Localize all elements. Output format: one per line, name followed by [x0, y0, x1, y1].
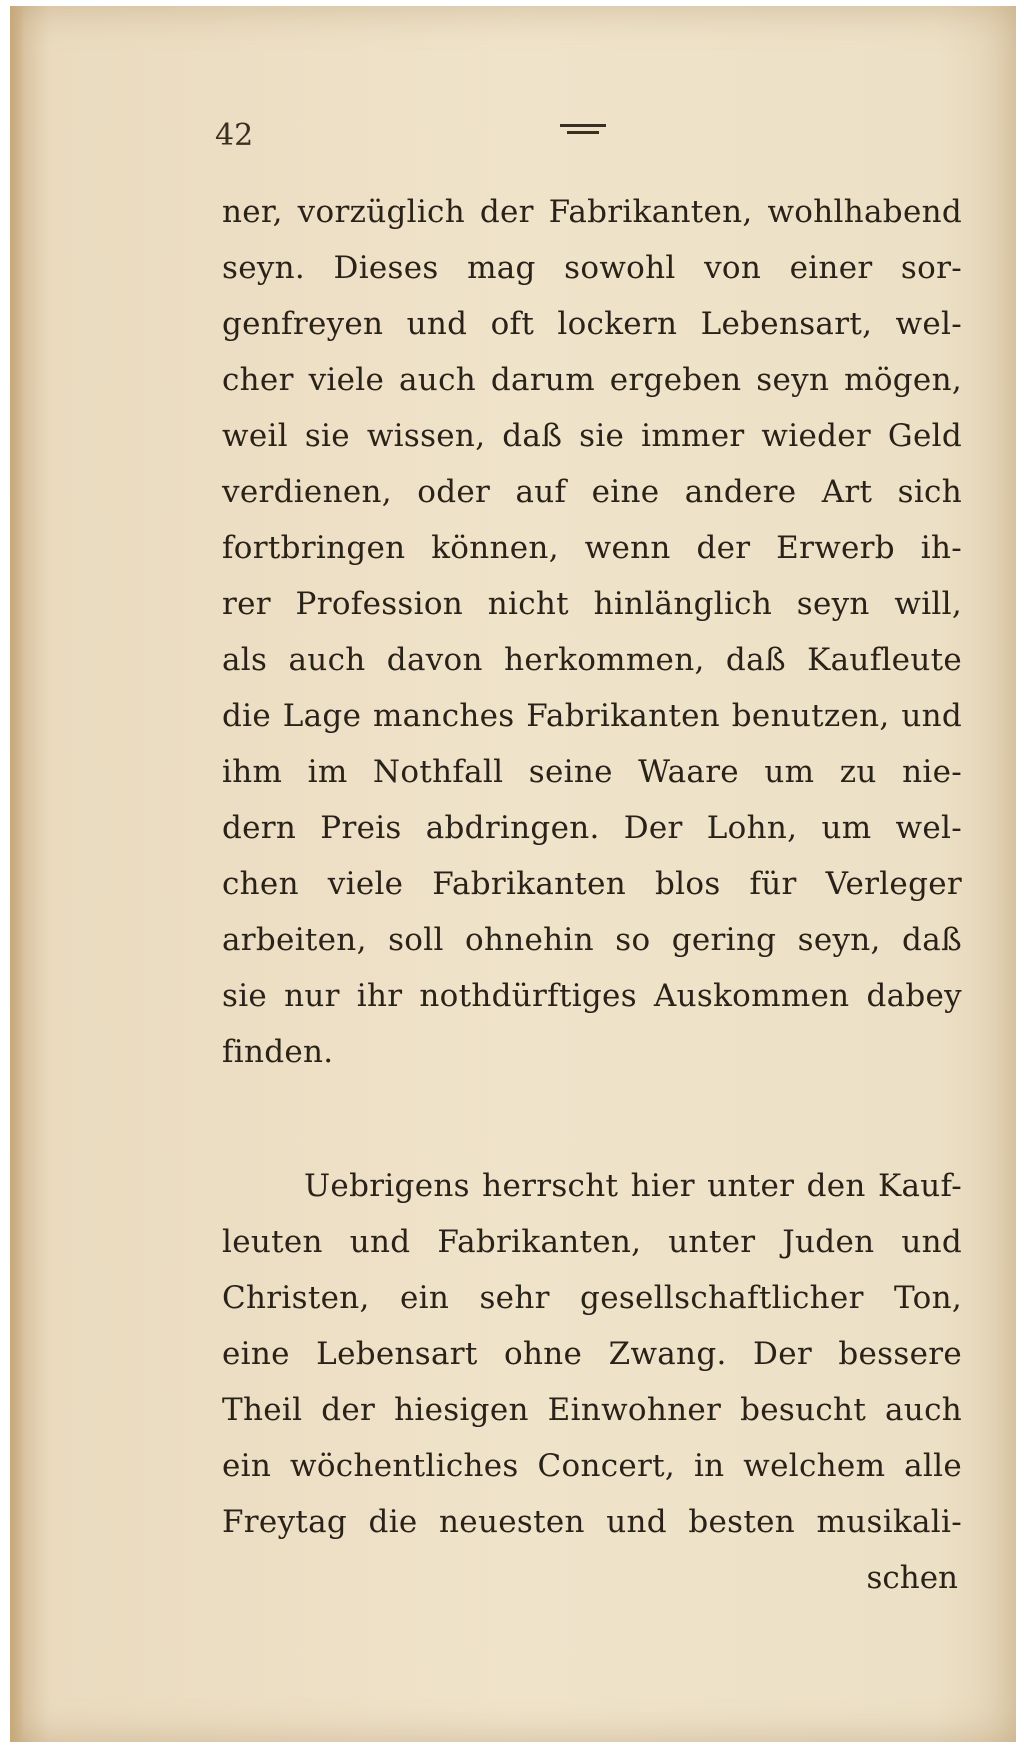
text-line: Freytag die neuesten und besten musikali- [222, 1504, 962, 1540]
page-header [215, 118, 615, 158]
catchword: schen [866, 1560, 958, 1596]
text-line: fortbringen können, wenn der Erwerb ih- [222, 530, 962, 566]
text-line: eine Lebensart ohne Zwang. Der bessere [222, 1336, 962, 1372]
text-line: sie nur ihr nothdürftiges Auskommen dabey [222, 978, 962, 1014]
text-line: dern Preis abdringen. Der Lohn, um wel- [222, 810, 962, 846]
text-line: arbeiten, soll ohnehin so gering seyn, daß [222, 922, 962, 958]
text-line: ein wöchentliches Concert, in welchem alle [222, 1448, 962, 1484]
text-line: weil sie wissen, daß sie immer wieder Geld [222, 418, 962, 454]
text-line: leuten und Fabrikanten, unter Juden und [222, 1224, 962, 1260]
text-line: Theil der hiesigen Einwohner besucht auch [222, 1392, 962, 1428]
text-line: ner, vorzüglich der Fabrikanten, wohlhabend [222, 194, 962, 230]
page-edge-shadow [10, 6, 24, 1742]
page-number: 42 [215, 118, 254, 153]
paragraph-2 [222, 1158, 962, 1550]
header-ornament [560, 124, 606, 138]
text-line: als auch davon herkommen, daß Kaufleute [222, 642, 962, 678]
text-line: rer Profession nicht hinlänglich seyn will, [222, 586, 962, 622]
text-line: verdienen, oder auf eine andere Art sich [222, 474, 962, 510]
text-line: ihm im Nothfall seine Waare um zu nie- [222, 754, 962, 790]
text-line: finden. [222, 1034, 334, 1070]
paragraph-gap [222, 1080, 962, 1158]
page-text [222, 184, 962, 1606]
text-line: cher viele auch darum ergeben seyn mögen, [222, 362, 962, 398]
text-line: chen viele Fabrikanten blos für Verleger [222, 866, 962, 902]
text-line: seyn. Dieses mag sowohl von einer sor- [222, 250, 962, 286]
text-line: Christen, ein sehr gesellschaftlicher Ton, [222, 1280, 962, 1316]
text-line: Uebrigens herrscht hier unter den Kauf- [304, 1168, 962, 1204]
paragraph-1 [222, 184, 962, 1080]
text-line: genfreyen und oft lockern Lebensart, wel- [222, 306, 962, 342]
book-page [10, 6, 1016, 1742]
text-line: die Lage manches Fabrikanten benutzen, und [222, 698, 962, 734]
